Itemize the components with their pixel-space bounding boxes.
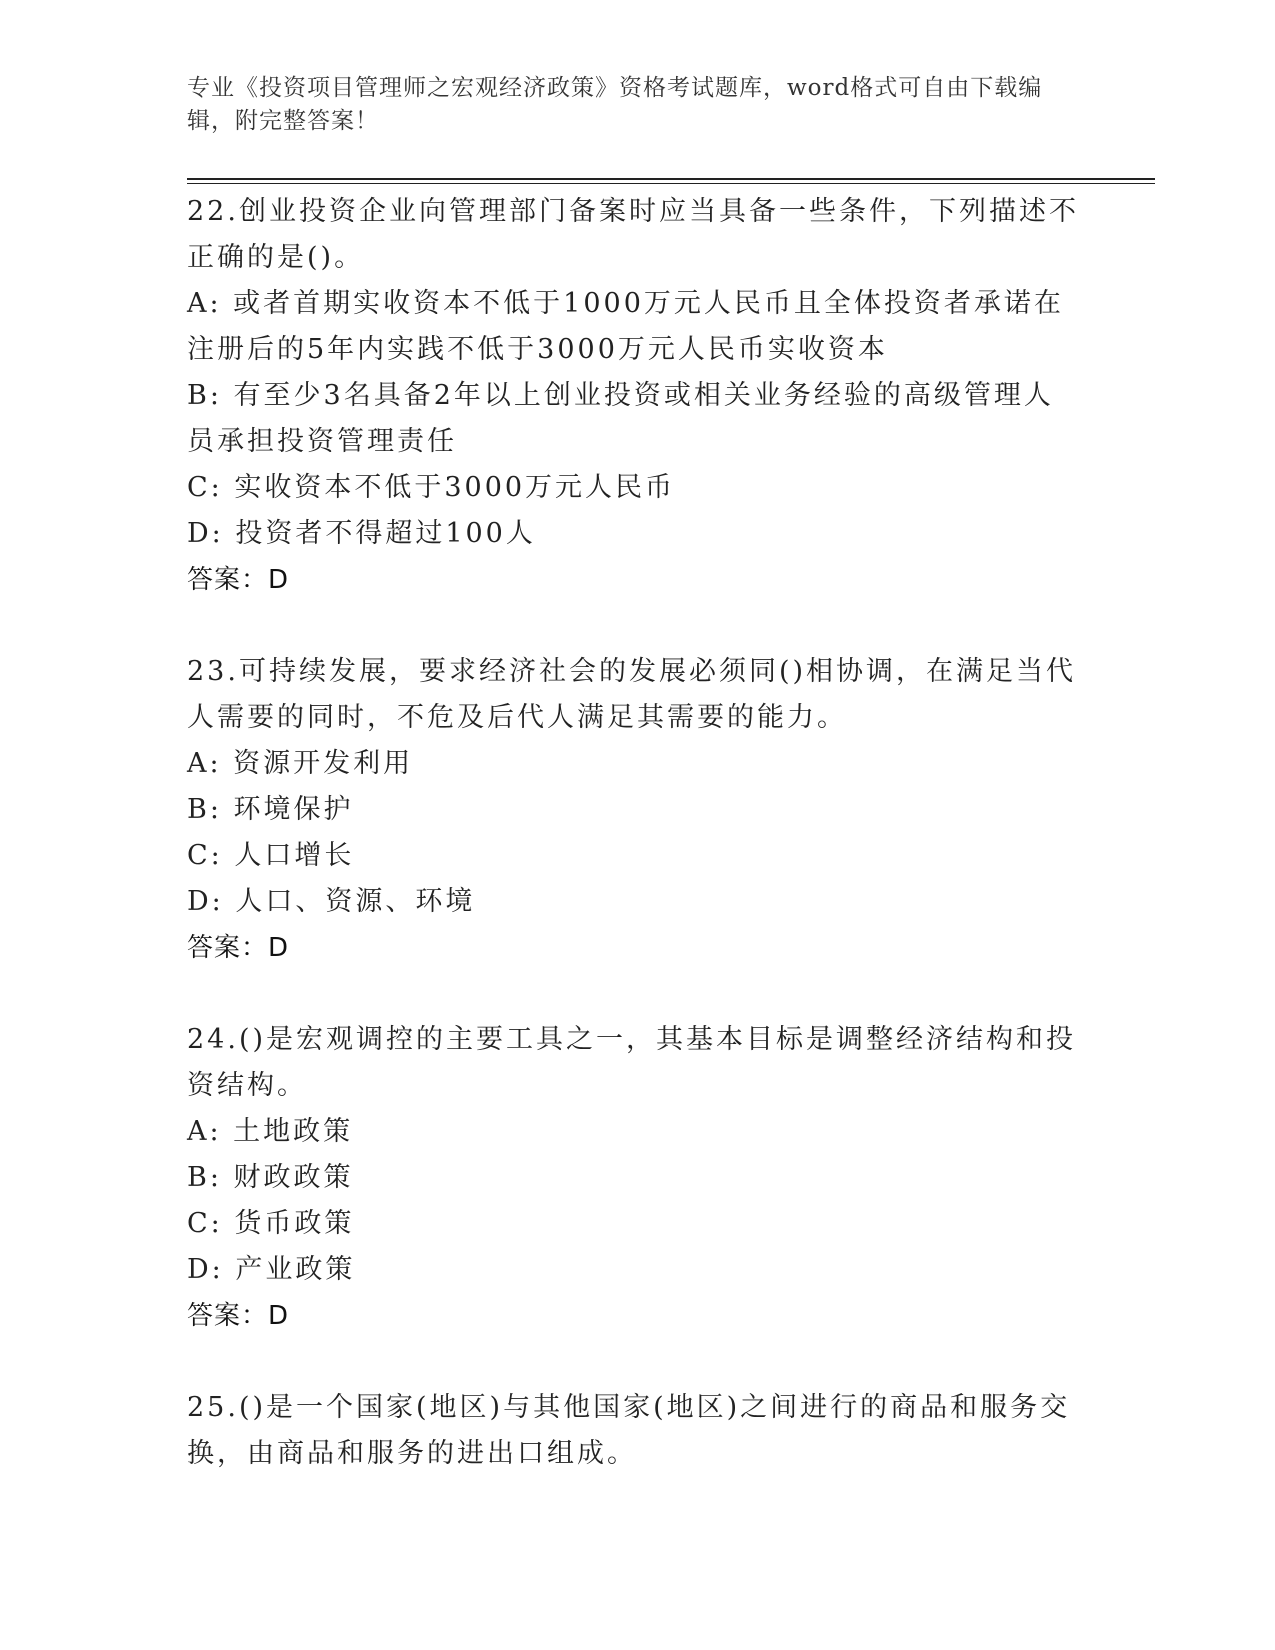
question-22	[187, 189, 1082, 603]
answer: 答案：D	[187, 1301, 290, 1331]
header-divider-thin	[187, 183, 1155, 184]
question-stem: 24.()是宏观调控的主要工具之一，其基本目标是调整经济结构和投资结构。	[187, 1024, 1077, 1101]
option-b: B: 财政政策	[187, 1162, 354, 1193]
option-d: D: 产业政策	[187, 1254, 356, 1285]
option-a: A: 资源开发利用	[187, 748, 414, 779]
question-23	[187, 649, 1082, 971]
question-stem: 25.()是一个国家(地区)与其他国家(地区)之间进行的商品和服务交换，由商品和服务的进出口组成。	[187, 1392, 1071, 1469]
option-d: D: 人口、资源、环境	[187, 886, 476, 917]
option-b: B: 环境保护	[187, 794, 354, 825]
question-list	[187, 189, 1082, 1477]
answer: 答案：D	[187, 565, 290, 595]
option-c: C: 实收资本不低于3000万元人民币	[187, 472, 676, 503]
question-stem: 22.创业投资企业向管理部门备案时应当具备一些条件，下列描述不正确的是()。	[187, 196, 1079, 273]
option-c: C: 人口增长	[187, 840, 355, 871]
option-b: B: 有至少3名具备2年以上创业投资或相关业务经验的高级管理人员承担投资管理责任	[187, 380, 1054, 457]
option-c: C: 货币政策	[187, 1208, 355, 1239]
answer: 答案：D	[187, 933, 290, 963]
option-a: A: 土地政策	[187, 1116, 354, 1147]
question-25	[187, 1385, 1082, 1477]
question-24	[187, 1017, 1082, 1339]
option-a: A: 或者首期实收资本不低于1000万元人民币且全体投资者承诺在注册后的5年内实践不低于3000万元人民币实收资本	[187, 288, 1064, 365]
header-divider-thick	[187, 178, 1155, 180]
question-stem: 23.可持续发展，要求经济社会的发展必须同()相协调，在满足当代人需要的同时，不危及后代人满足其需要的能力。	[187, 656, 1077, 733]
option-d: D: 投资者不得超过100人	[187, 518, 536, 549]
document-header: 专业《投资项目管理师之宏观经济政策》资格考试题库，word格式可自由下载编辑，附完整答案！	[187, 75, 1043, 134]
